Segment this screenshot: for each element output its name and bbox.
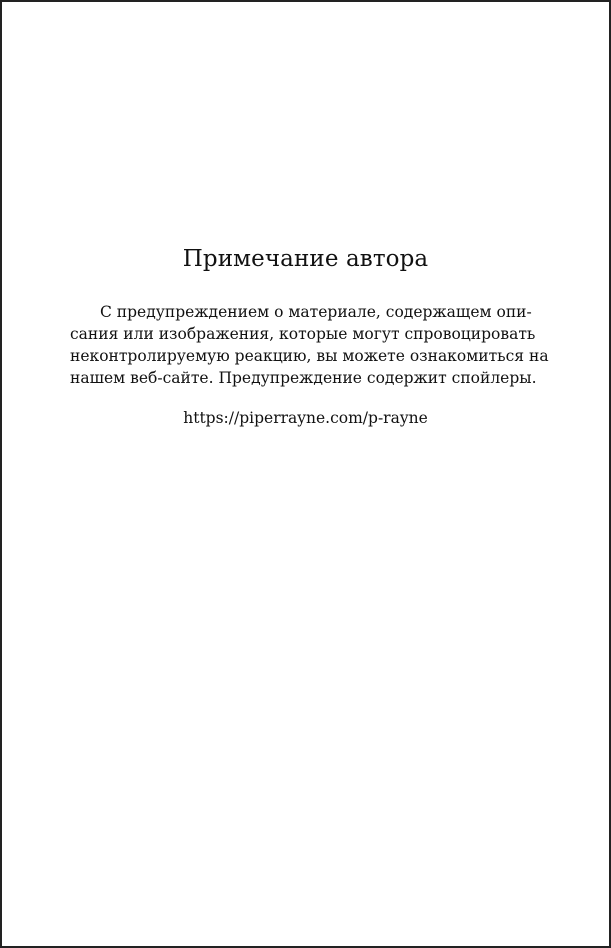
author-note-paragraph xyxy=(70,301,549,389)
paragraph-line-3: неконтролируемую реакцию, вы можете ознакомиться на xyxy=(70,347,549,365)
paragraph-line-4: нашем веб-сайте. Предупреждение содержит спойлеры. xyxy=(70,369,537,387)
paragraph-line-2: сания или изображения, которые могут спровоцировать xyxy=(70,325,536,343)
website-url: https://piperrayne.com/p-rayne xyxy=(183,409,428,427)
paragraph-line-1: С предупреждением о материале, содержащем опи- xyxy=(100,303,532,321)
page-title: Примечание автора xyxy=(182,246,429,272)
